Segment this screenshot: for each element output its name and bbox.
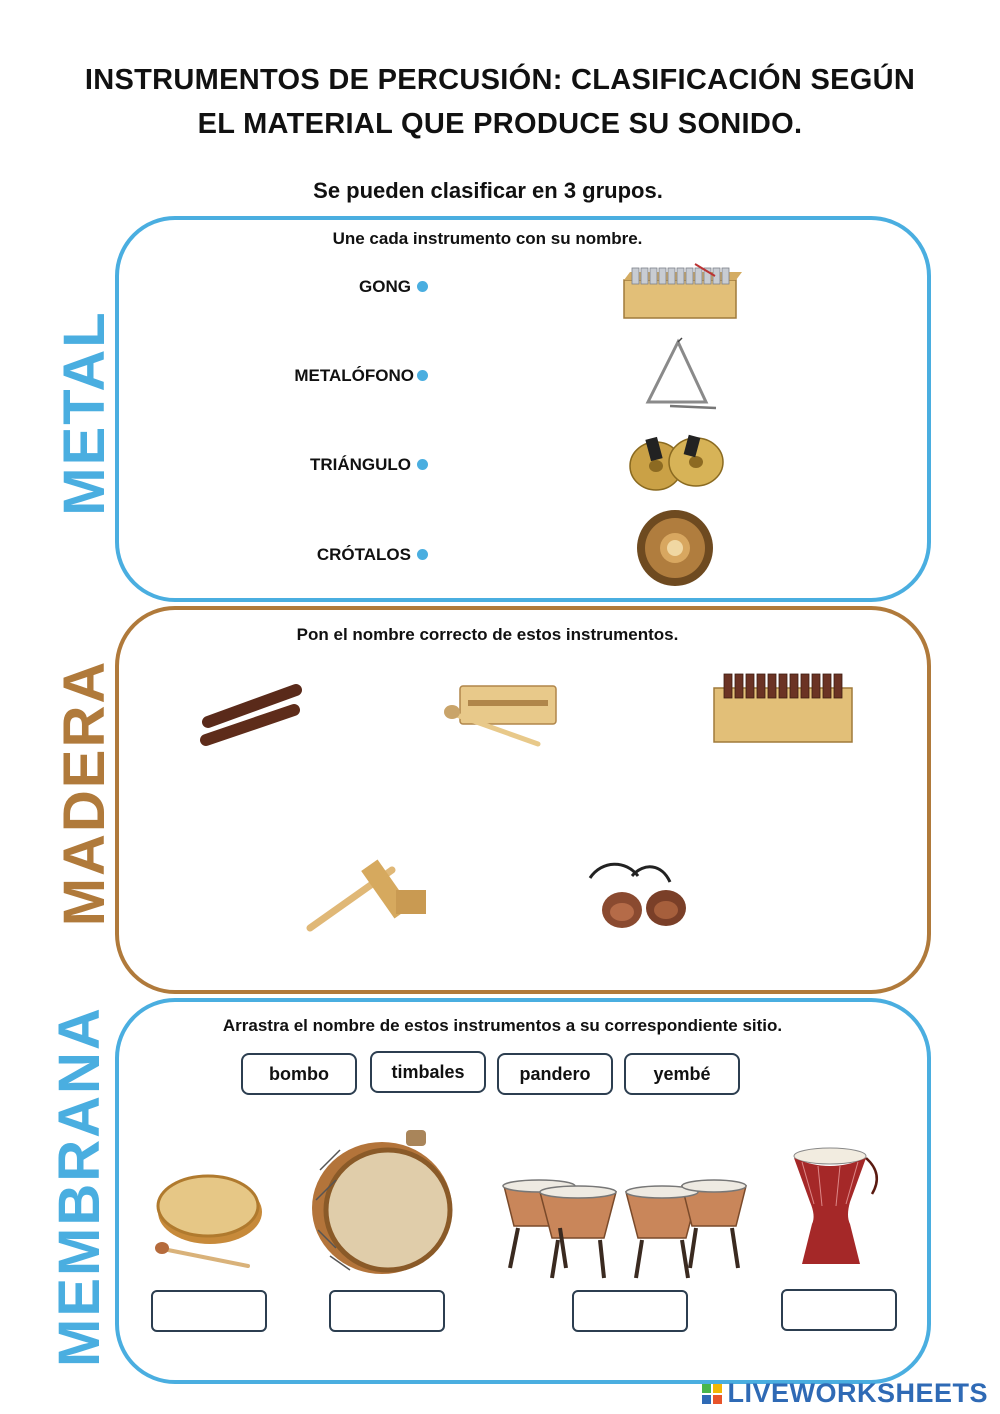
gong-image[interactable] — [634, 508, 716, 588]
madera-panel — [115, 606, 931, 994]
metal-instruction: Une cada instrumento con su nombre. — [332, 229, 643, 248]
triangle-image[interactable] — [640, 338, 720, 412]
answer-box-timpani[interactable] — [572, 1290, 688, 1332]
word-tile-timbales[interactable]: timbales — [370, 1051, 486, 1093]
frame-drum-image[interactable] — [152, 1166, 270, 1270]
match-label-gong: GONG — [359, 277, 411, 296]
match-label-metallophone: METALÓFONO — [294, 366, 414, 385]
djembe-image[interactable] — [786, 1144, 888, 1270]
answer-box-bass-drum[interactable] — [329, 1290, 445, 1332]
madera-side-label: MADERA — [52, 659, 117, 927]
word-tile-pandero[interactable]: pandero — [497, 1053, 613, 1095]
match-label-triangle: TRIÁNGULO — [309, 455, 411, 474]
match-dot-gong[interactable] — [417, 281, 428, 292]
castanets-image[interactable] — [582, 858, 692, 932]
claves-image[interactable] — [196, 682, 308, 748]
wood-block-image[interactable] — [440, 678, 560, 750]
liveworksheets-logo-text: LIVEWORKSHEETS — [727, 1378, 988, 1408]
metal-side-label: METAL — [52, 310, 117, 516]
timpani-image[interactable] — [500, 1172, 750, 1282]
metallophone-image[interactable] — [620, 262, 742, 322]
madera-instruction: Pon el nombre correcto de estos instrumentos. — [296, 625, 679, 644]
answer-box-djembe[interactable] — [781, 1289, 897, 1331]
match-dot-triangle[interactable] — [417, 459, 428, 470]
page-title-line-1: INSTRUMENTOS DE PERCUSIÓN: CLASIFICACIÓN SEGÚN — [84, 64, 916, 96]
match-dot-crotales[interactable] — [417, 549, 428, 560]
page-subtitle: Se pueden clasificar en 3 grupos. — [313, 178, 663, 203]
match-dot-metallophone[interactable] — [417, 370, 428, 381]
liveworksheets-logo-icon — [702, 1384, 722, 1404]
ratchet-image[interactable] — [304, 850, 430, 932]
word-tile-bombo[interactable]: bombo — [241, 1053, 357, 1095]
bass-drum-image[interactable] — [310, 1130, 462, 1278]
answer-box-frame-drum[interactable] — [151, 1290, 267, 1332]
page-title-line-2: EL MATERIAL QUE PRODUCE SU SONIDO. — [197, 108, 803, 140]
membrana-instruction: Arrastra el nombre de estos instrumentos a su correspondiente sitio. — [222, 1016, 783, 1035]
crotales-image[interactable] — [628, 432, 726, 494]
membrana-side-label: MEMBRANA — [47, 1006, 112, 1367]
liveworksheets-logo — [702, 1378, 988, 1409]
xylophone-image[interactable] — [710, 668, 858, 748]
word-tile-yembe[interactable]: yembé — [624, 1053, 740, 1095]
match-label-crotales: CRÓTALOS — [316, 545, 411, 564]
